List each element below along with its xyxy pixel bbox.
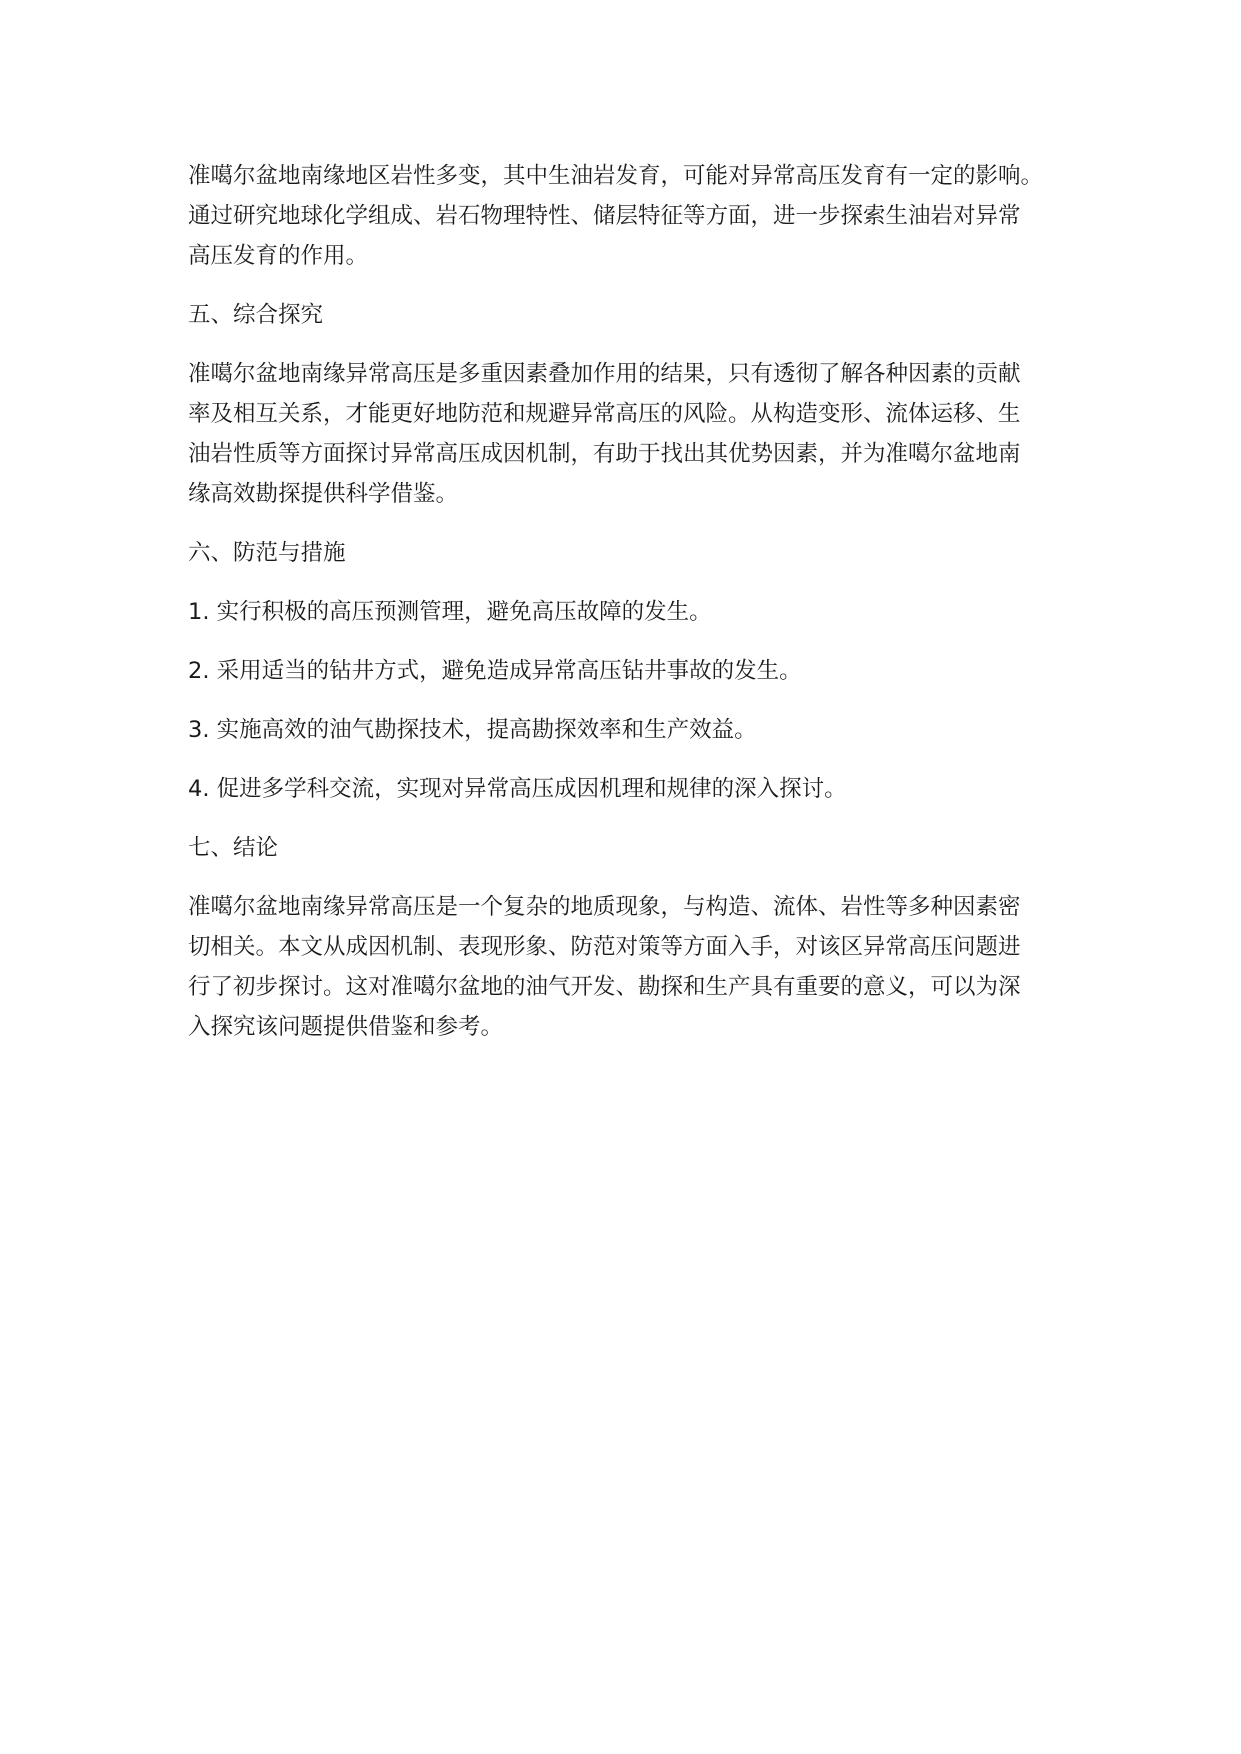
paragraph-line: 切相关。本文从成因机制、表现形象、防范对策等方面入手，对该区异常高压问题进 <box>188 934 1021 960</box>
intro-paragraph <box>188 156 1068 276</box>
list-item: 1. 实行积极的高压预测管理，避免高压故障的发生。 <box>188 599 712 625</box>
paragraph-line: 行了初步探讨。这对准噶尔盆地的油气开发、勘探和生产具有重要的意义，可以为深 <box>188 974 1021 1000</box>
list-item: 4. 促进多学科交流，实现对异常高压成因机理和规律的深入探讨。 <box>188 776 847 802</box>
paragraph-line: 高压发育的作用。 <box>188 243 369 269</box>
paragraph-line: 油岩性质等方面探讨异常高压成因机制，有助于找出其优势因素，并为准噶尔盆地南 <box>188 441 1021 467</box>
list-item: 3. 实施高效的油气勘探技术，提高勘探效率和生产效益。 <box>188 717 757 743</box>
section-heading-prevention-measures: 六、防范与措施 <box>188 540 346 566</box>
section-heading-conclusion: 七、结论 <box>188 835 279 861</box>
document-body <box>188 156 1068 1066</box>
paragraph-line: 通过研究地球化学组成、岩石物理特性、储层特征等方面，进一步探索生油岩对异常 <box>188 203 1021 229</box>
paragraph-line: 准噶尔盆地南缘异常高压是一个复杂的地质现象，与构造、流体、岩性等多种因素密 <box>188 894 1021 920</box>
section-heading-comprehensive-study: 五、综合探究 <box>188 302 324 328</box>
conclusion-paragraph <box>188 887 1068 1047</box>
paragraph-line: 率及相互关系，才能更好地防范和规避异常高压的风险。从构造变形、流体运移、生 <box>188 401 1021 427</box>
paragraph-line: 缘高效勘探提供科学借鉴。 <box>188 481 459 507</box>
section5-paragraph <box>188 354 1068 514</box>
paragraph-line: 准噶尔盆地南缘地区岩性多变，其中生油岩发育，可能对异常高压发育有一定的影响。 <box>188 163 1044 189</box>
paragraph-line: 准噶尔盆地南缘异常高压是多重因素叠加作用的结果，只有透彻了解各种因素的贡献 <box>188 361 1021 387</box>
paragraph-line: 入探究该问题提供借鉴和参考。 <box>188 1014 504 1040</box>
list-item: 2. 采用适当的钻井方式，避免造成异常高压钻井事故的发生。 <box>188 658 802 684</box>
